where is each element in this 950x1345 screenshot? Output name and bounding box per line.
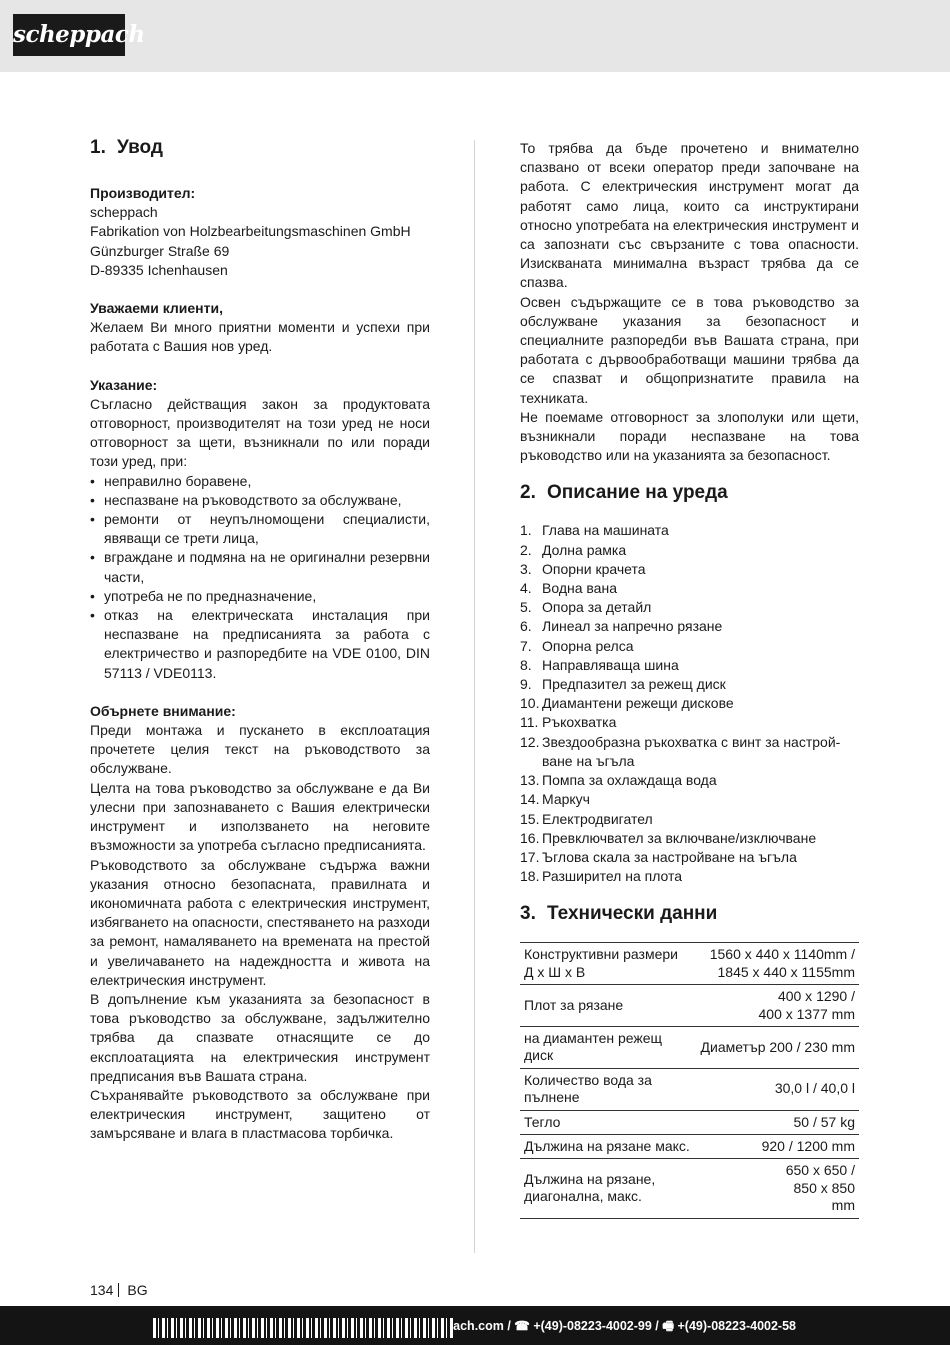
spec-value: 920 / 1200 mm <box>694 1134 859 1158</box>
list-item: • отказ на електрическата инсталация при неспазване на предписанията за работа с електричество и разпоредбите на VDE 0100, DIN 57113 / VDE0113. <box>90 606 430 683</box>
list-item: 3. Опорни крачета <box>520 560 646 577</box>
page-footer <box>90 1281 148 1299</box>
list-item: • неспазване на ръководството за обслужване, <box>90 491 430 510</box>
language-code: BG <box>127 1282 148 1298</box>
note-label: Указание: <box>90 376 158 393</box>
table-row <box>520 1026 859 1068</box>
spec-label: Конструктивни размери Д x Ш x В <box>520 943 694 985</box>
list-item: 11. Ръкохватка <box>520 714 617 731</box>
list-item: 8. Направляваща шина <box>520 656 679 673</box>
list-item: 1. Глава на машината <box>520 522 669 539</box>
address-line: Günzburger Straße 69 <box>90 242 230 259</box>
manufacturer-address <box>90 203 430 280</box>
attention-paragraph: Ръководството за обслужване съдържа важни указания относно безопасната, правилната и икономичната работа с електрическия инструмент, избягването на опасности, спестяването на разходи за ремонт, намаляването на времената на престой и увеличаването на надеждността и живота на електрическия инструмент. <box>90 856 430 988</box>
list-item: 4. Водна вана <box>520 580 617 597</box>
spec-value: 400 x 1290 / 400 x 1377 mm <box>694 985 859 1027</box>
section-heading-technical-data: 3. Технически данни <box>520 903 718 925</box>
spec-value: Диаметър 200 / 230 mm <box>694 1026 859 1068</box>
table-row <box>520 985 859 1027</box>
list-item: 14. Маркуч <box>520 791 590 808</box>
list-item: 18. Разширител на плота <box>520 868 683 885</box>
list-item: • употреба не по предназначение, <box>90 587 430 606</box>
customers-text: Желаем Ви много приятни моменти и успехи при работата с Вашия нов уред. <box>90 319 430 355</box>
intro-paragraph: То трябва да бъде прочетено и внимателно спазвано от всеки оператор преди започване на работа. С електрическия инструмент могат да работят само лица, които са инструктирани относно употребата на електрическия инструмент и са запознати със свързаните с това опасности. Изискваната минимална възраст трябва да се спазва. <box>520 140 859 291</box>
spec-label: Дължина на рязане, диагонална, макс. <box>520 1159 694 1218</box>
note-text: Съгласно действащия закон за продуктовата отговорност, производителят на този уред не носи отговорност за щети, възникнали по или поради този уред, при: <box>90 395 430 470</box>
table-row <box>520 943 859 985</box>
right-column <box>520 139 859 1219</box>
list-item: • вграждане и подмяна на не оригинални резервни части, <box>90 548 430 586</box>
list-item: 10. Диамантени режещи дискове <box>520 695 734 712</box>
list-item: 13. Помпа за охлаждаща вода <box>520 772 717 789</box>
address-line: Fabrikation von Holzbearbeitungsmaschinen GmbH <box>90 223 411 240</box>
technical-data-table <box>520 942 859 1218</box>
header-bar <box>0 0 950 72</box>
list-item: 16. Превключвател за включване/изключване <box>520 829 817 846</box>
address-line: D-89335 Ichenhausen <box>90 261 228 278</box>
liability-exclusions-list <box>90 472 430 683</box>
spec-value: 30,0 l / 40,0 l <box>694 1068 859 1110</box>
contact-bar <box>0 1306 950 1345</box>
customers-label: Уважаеми клиенти, <box>90 300 223 317</box>
spec-value: 50 / 57 kg <box>694 1110 859 1134</box>
attention-paragraph: Съхранявайте ръководството за обслужване при електрическия инструмент, защитено от замърсяване и влага в пластмасова торбичка. <box>90 1086 430 1142</box>
list-item: • ремонти от неупълномощени специалисти, явяващи се трети лица, <box>90 510 430 548</box>
intro-paragraph: Не поемаме отговорност за злополуки или щети, възникнали поради неспазване на това ръководство или на указанията за безопасност. <box>520 408 859 464</box>
spec-label: Количество вода за пълнене <box>520 1068 694 1110</box>
table-row <box>520 1159 859 1218</box>
list-item: 12. Звездообразна ръкохватка с винт за настрой-ване на ъгъла <box>520 733 841 769</box>
list-item: 6. Линеал за напречно рязане <box>520 618 723 635</box>
parts-list <box>520 521 859 886</box>
spec-value: 1560 x 440 x 1140mm / 1845 x 440 x 1155mm <box>694 943 859 985</box>
list-item: 17. Ъглова скала за настройване на ъгъла <box>520 848 797 865</box>
left-column <box>90 136 430 1144</box>
page-number: 134 <box>90 1282 114 1298</box>
list-item: 5. Опора за детайл <box>520 599 652 616</box>
attention-paragraph: В допълнение към указанията за безопасност в това ръководство за обслужване, задължително трябва да спазвате отнасящите се до експлоатацията на електрическия инструмент предписания във Вашата страна. <box>90 990 430 1084</box>
contact-info: ach.com / ☎ +(49)-08223-4002-99 / 🖷 +(49)-08223-4002-58 <box>453 1319 796 1333</box>
list-item: • неправилно боравене, <box>90 472 430 491</box>
list-item: 7. Опорна релса <box>520 637 634 654</box>
list-item: 15. Електродвигател <box>520 810 653 827</box>
manufacturer-label: Производител: <box>90 185 196 201</box>
list-item: 2. Долна рамка <box>520 541 627 558</box>
spec-label: Тегло <box>520 1110 694 1134</box>
section-heading-intro: 1. Увод <box>90 137 163 158</box>
table-row <box>520 1110 859 1134</box>
column-divider <box>474 140 475 1253</box>
list-item: 9. Предпазител за режещ диск <box>520 676 726 693</box>
scheppach-logo: scheppach <box>13 14 125 56</box>
attention-label: Обърнете внимание: <box>90 702 236 719</box>
table-row <box>520 1068 859 1110</box>
intro-paragraph: Освен съдържащите се в това ръководство за обслужване указания за безопасност и специалните разпоредби във Вашата страна, при работата с дървообработващи машини трябва да се спазват и общопризнатите правила на техниката. <box>520 293 859 406</box>
spec-value: 650 x 650 / 850 x 850 mm <box>694 1159 859 1218</box>
barcode-strip <box>153 1318 453 1338</box>
section-heading-description: 2. Описание на уреда <box>520 482 728 504</box>
address-line: scheppach <box>90 204 158 221</box>
attention-paragraph: Целта на това ръководство за обслужване е да Ви улесни при запознаването с Вашия електрически инструмент и използването на неговите възможности за употреба съгласно предписанията. <box>90 779 430 854</box>
spec-label: Плот за рязане <box>520 985 694 1027</box>
table-row <box>520 1134 859 1158</box>
spec-label: Дължина на рязане макс. <box>520 1134 694 1158</box>
spec-label: на диамантен режещ диск <box>520 1026 694 1068</box>
attention-paragraph: Преди монтажа и пускането в експлоатация прочетете целия текст на ръководството за обслужване. <box>90 722 430 777</box>
